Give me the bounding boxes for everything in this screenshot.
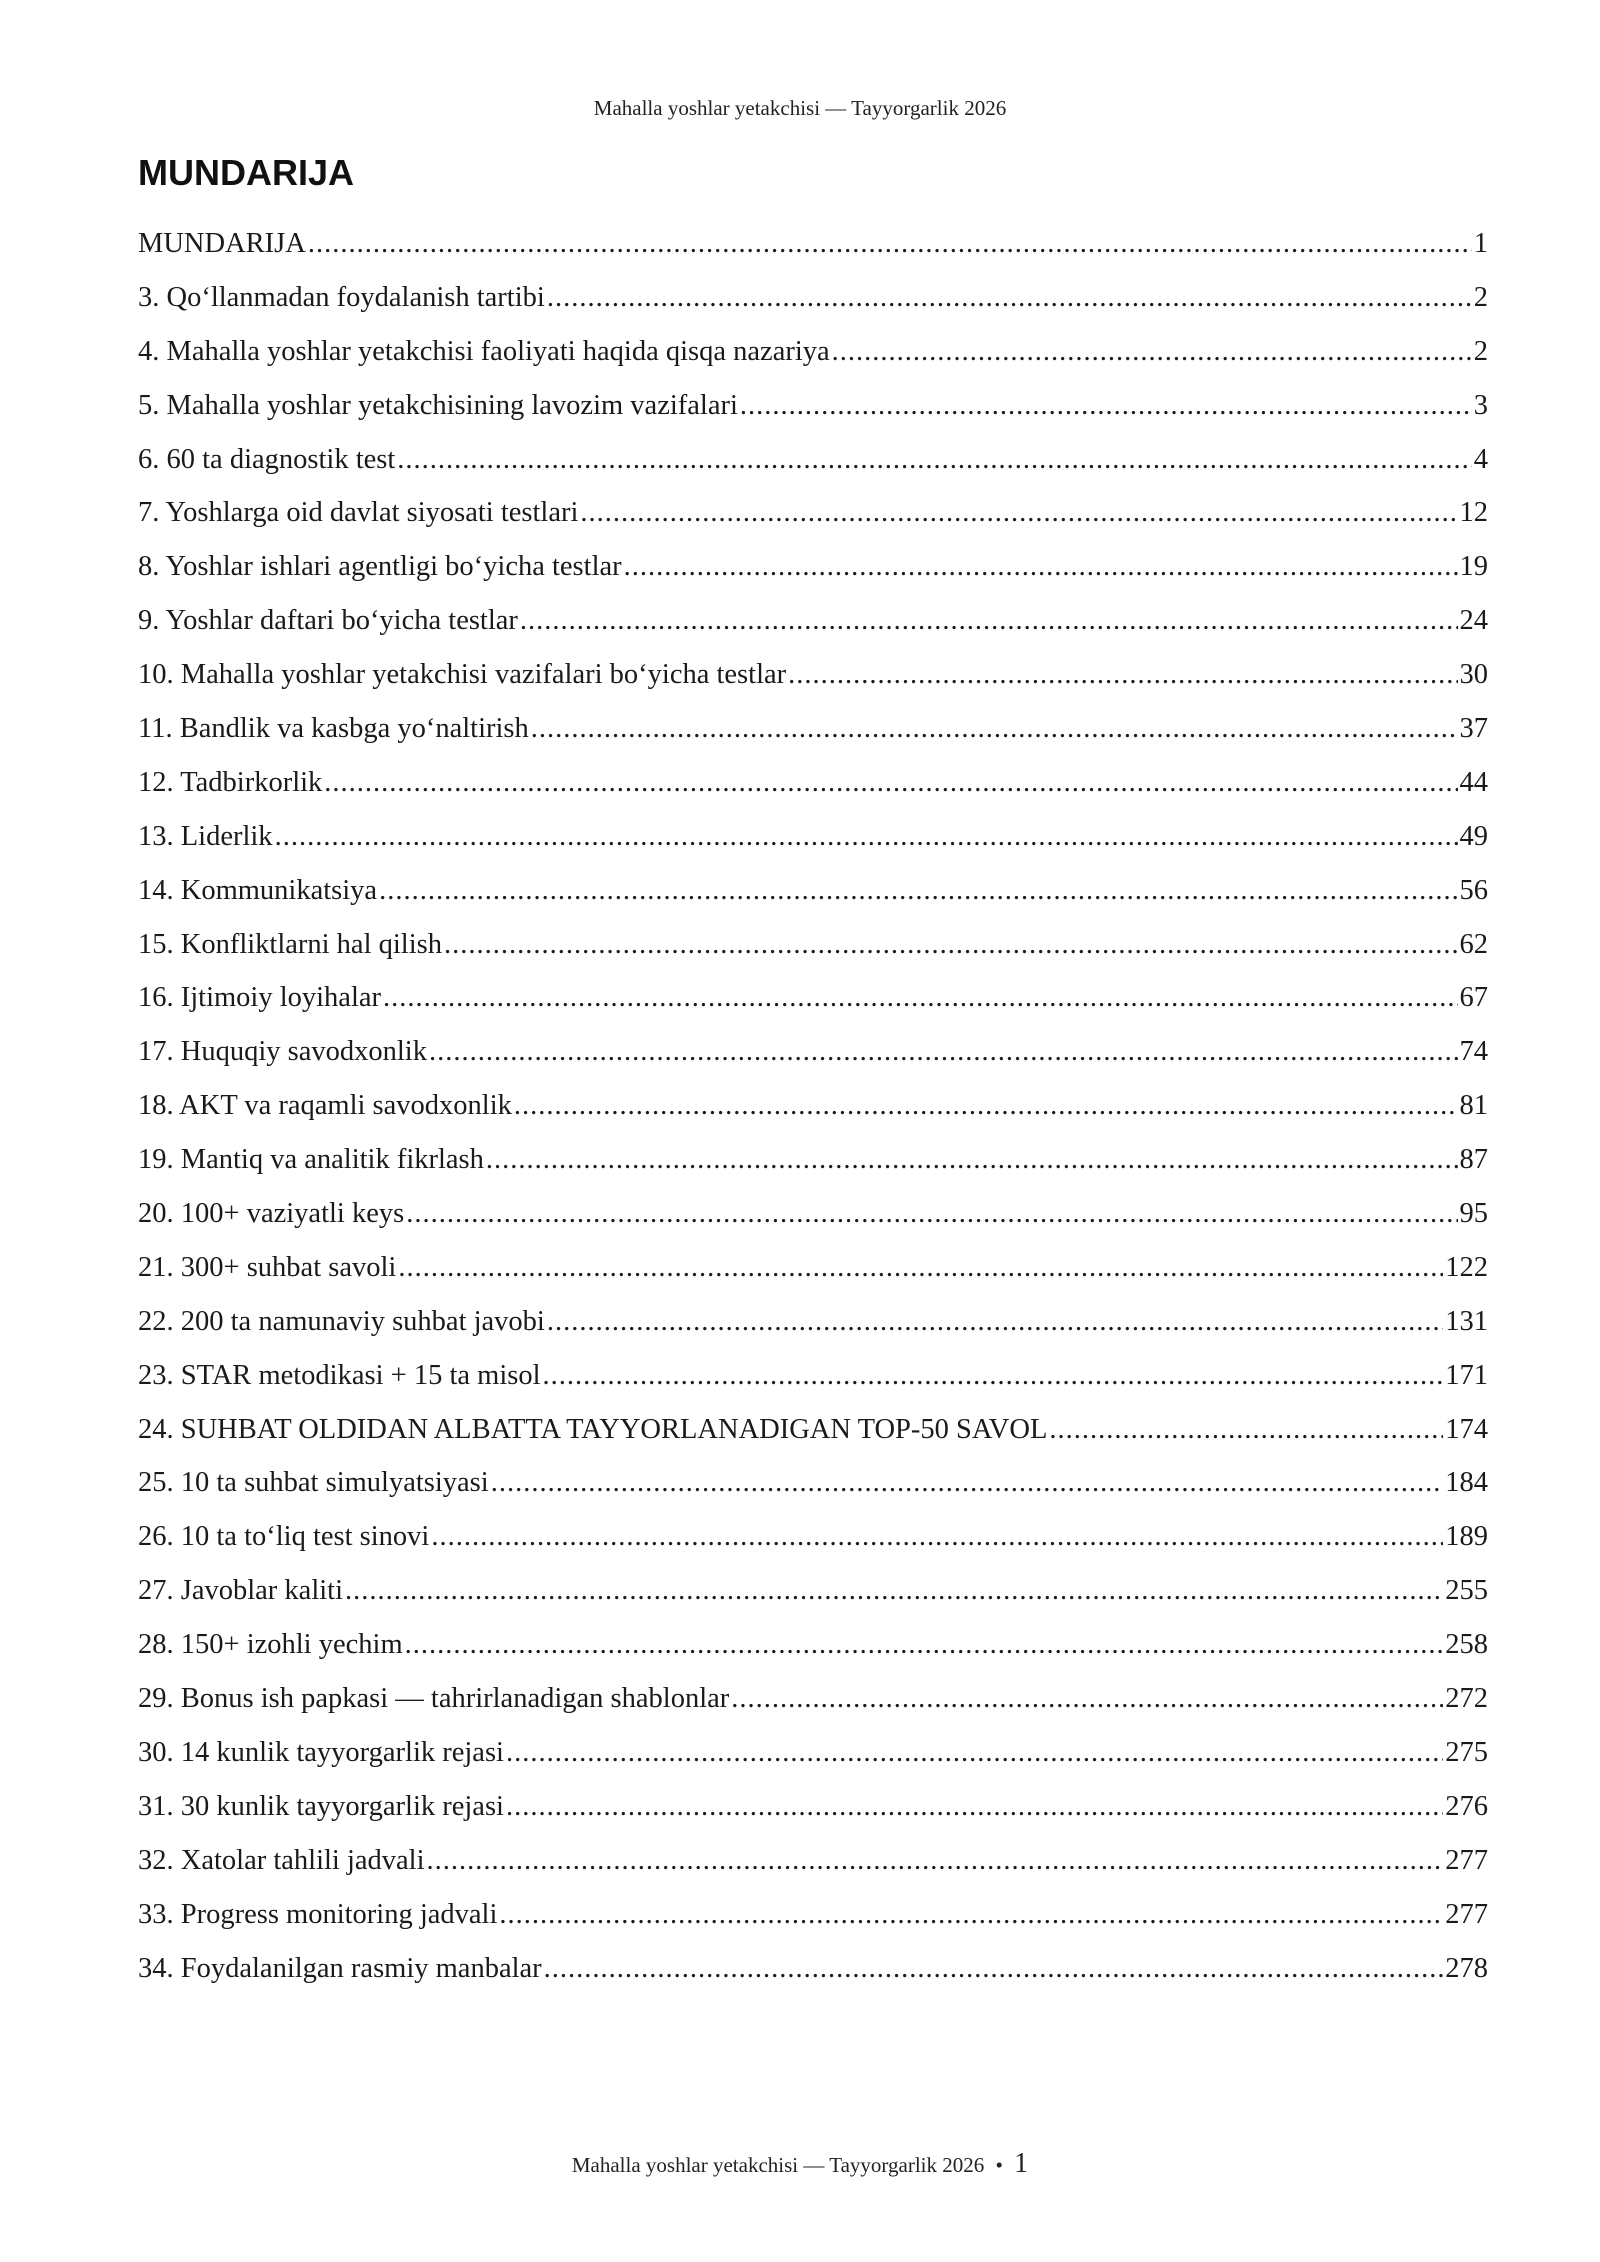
toc-entry-title: 32. Xatolar tahlili jadvali [138,1844,425,1876]
toc-entry-title: 6. 60 ta diagnostik test [138,443,396,475]
toc-entry-page-number: 272 [1445,1683,1488,1715]
toc-entry-page-number: 277 [1445,1844,1488,1876]
toc-entry[interactable] [138,1410,1488,1464]
toc-entry-title: 15. Konfliktlarni hal qilish [138,928,442,960]
toc-entry-page-number: 255 [1445,1575,1488,1607]
toc-entry-title: 21. 300+ suhbat savoli [138,1251,397,1283]
toc-dot-leader [308,224,1472,264]
toc-entry-page-number: 1 [1473,228,1488,259]
toc-entry-title: 13. Liderlik [138,820,273,852]
toc-dot-leader [406,1194,1457,1234]
toc-dot-leader [427,1841,1444,1881]
toc-entry[interactable] [138,1140,1488,1194]
toc-dot-leader [740,386,1472,426]
toc-entry[interactable] [138,547,1488,601]
toc-entry[interactable] [138,493,1488,547]
footer-separator: • [995,2153,1003,2177]
toc-entry-title: 11. Bandlik va kasbga yo‘naltirish [138,713,529,745]
toc-entry-page-number: 276 [1445,1790,1488,1822]
toc-dot-leader [506,1733,1443,1773]
toc-dot-leader [580,493,1457,533]
toc-entry[interactable] [138,1086,1488,1140]
page-header: Mahalla yoshlar yetakchisi — Tayyorgarlik 2026 [593,96,1007,120]
toc-entry-title: 25. 10 ta suhbat simulyatsiyasi [138,1467,489,1499]
toc-entry-page-number: 2 [1473,281,1488,313]
toc-entry-page-number: 278 [1445,1952,1488,1984]
toc-dot-leader [547,278,1472,318]
toc-entry-title: 33. Progress monitoring jadvali [138,1898,498,1930]
toc-entry-title: 34. Foydalanilgan rasmiy manbalar [138,1952,542,1984]
toc-entry[interactable] [138,655,1488,709]
toc-entry-title: 20. 100+ vaziyatli keys [138,1198,405,1230]
toc-entry-title: 5. Mahalla yoshlar yetakchisining lavozim vazifalari [138,389,738,421]
toc-entry[interactable] [138,1571,1488,1625]
toc-entry-page-number: 4 [1473,443,1488,475]
toc-dot-leader [544,1949,1444,1989]
toc-entry-title: 10. Mahalla yoshlar yetakchisi vazifalari bo‘yicha testlar [138,659,787,691]
toc-entry-page-number: 74 [1459,1036,1488,1068]
toc-entry-title: 19. Mantiq va analitik fikrlash [138,1144,484,1176]
toc-entry[interactable] [138,978,1488,1032]
toc-dot-leader [531,709,1458,749]
toc-dot-leader [379,871,1457,911]
toc-entry-title: 18. AKT va raqamli savodxonlik [138,1090,512,1122]
toc-entry-title: 14. Kommunikatsiya [138,874,378,906]
toc-entry-page-number: 37 [1459,713,1488,745]
toc-entry-page-number: 30 [1459,659,1488,691]
toc-entry[interactable] [138,817,1488,871]
toc-dot-leader [731,1679,1443,1719]
footer-page-number: 1 [1014,2148,1029,2179]
toc-entry-title: 12. Tadbirkorlik [138,766,323,798]
page-footer [0,2148,1600,2180]
toc-entry[interactable] [138,1248,1488,1302]
toc-dot-leader [324,763,1457,803]
toc-entry-page-number: 174 [1445,1413,1488,1445]
toc-entry-title: 3. Qo‘llanmadan foydalanish tartibi [138,281,545,313]
toc-entry-page-number: 12 [1459,497,1488,529]
toc-dot-leader [547,1302,1443,1342]
toc-entry[interactable] [138,1733,1488,1787]
toc-dot-leader [429,1032,1458,1072]
toc-entry-page-number: 49 [1459,820,1488,852]
toc-dot-leader [491,1463,1444,1503]
toc-dot-leader [788,655,1457,695]
toc-entry-title: 23. STAR metodikasi + 15 ta misol [138,1359,541,1391]
toc-entry[interactable] [138,278,1488,332]
toc-entry[interactable] [138,1949,1488,2003]
toc-entry-page-number: 81 [1459,1090,1488,1122]
toc-dot-leader [514,1086,1458,1126]
toc-entry[interactable] [138,1841,1488,1895]
toc-entry-title: 17. Huquqiy savodxonlik [138,1036,427,1068]
toc-dot-leader [275,817,1458,857]
toc-entry[interactable] [138,709,1488,763]
toc-entry-page-number: 275 [1445,1736,1488,1768]
toc-entry-page-number: 3 [1473,389,1488,421]
toc-entry-title: 27. Javoblar kaliti [138,1575,343,1607]
toc-dot-leader [383,978,1457,1018]
toc-entry[interactable] [138,1517,1488,1571]
toc-entry-title: 4. Mahalla yoshlar yetakchisi faoliyati haqida qisqa nazariya [138,335,830,367]
toc-entry-page-number: 171 [1445,1359,1488,1391]
toc-dot-leader [486,1140,1458,1180]
toc-entry[interactable] [138,1679,1488,1733]
footer-running-title: Mahalla yoshlar yetakchisi — Tayyorgarlik 2026 [571,2153,985,2177]
toc-dot-leader [499,1895,1443,1935]
toc-entry-page-number: 87 [1459,1144,1488,1176]
toc-entry[interactable] [138,1032,1488,1086]
toc-entry-page-number: 95 [1459,1198,1488,1230]
toc-entry[interactable] [138,386,1488,440]
toc-dot-leader [397,440,1471,480]
toc-entry[interactable] [138,925,1488,979]
toc-dot-leader [431,1517,1443,1557]
toc-entry-page-number: 189 [1445,1521,1488,1553]
toc-entry-page-number: 19 [1459,551,1488,583]
toc-entry[interactable] [138,601,1488,655]
toc-entry[interactable] [138,332,1488,386]
toc-entry-page-number: 67 [1459,982,1488,1014]
toc-entry-page-number: 277 [1445,1898,1488,1930]
toc-dot-leader [398,1248,1443,1288]
toc-heading: MUNDARIJA [138,152,354,193]
toc-dot-leader [506,1787,1443,1827]
toc-entry-title: 9. Yoshlar daftari bo‘yicha testlar [138,605,518,637]
toc-entry-title: 28. 150+ izohli yechim [138,1629,403,1661]
toc-entry-title: 7. Yoshlarga oid davlat siyosati testlari [138,497,579,529]
toc-entry[interactable] [138,440,1488,494]
toc-entry-title: 30. 14 kunlik tayyorgarlik rejasi [138,1736,504,1768]
toc-entry[interactable] [138,224,1488,278]
table-of-contents [138,224,1488,2002]
toc-entry-title: 16. Ijtimoiy loyihalar [138,982,382,1014]
toc-entry-page-number: 62 [1459,928,1488,960]
toc-entry-title: 26. 10 ta to‘liq test sinovi [138,1521,430,1553]
toc-entry[interactable] [138,1302,1488,1356]
toc-entry-page-number: 2 [1473,335,1488,367]
toc-dot-leader [520,601,1458,641]
toc-entry[interactable] [138,1356,1488,1410]
toc-entry[interactable] [138,1463,1488,1517]
toc-entry-page-number: 56 [1459,874,1488,906]
toc-entry-title: 29. Bonus ish papkasi — tahrirlanadigan shablonlar [138,1683,730,1715]
toc-dot-leader [405,1625,1444,1665]
toc-entry[interactable] [138,1194,1488,1248]
toc-entry-page-number: 44 [1459,766,1488,798]
toc-entry-page-number: 131 [1445,1305,1488,1337]
toc-dot-leader [345,1571,1443,1611]
toc-dot-leader [444,925,1458,965]
toc-entry-page-number: 24 [1459,605,1488,637]
toc-entry[interactable] [138,1895,1488,1949]
toc-entry-page-number: 184 [1445,1467,1488,1499]
toc-dot-leader [832,332,1472,372]
toc-dot-leader [624,547,1458,587]
toc-entry[interactable] [138,871,1488,925]
toc-entry-page-number: 258 [1445,1629,1488,1661]
toc-entry[interactable] [138,1625,1488,1679]
toc-entry-title: 31. 30 kunlik tayyorgarlik rejasi [138,1790,504,1822]
toc-entry[interactable] [138,763,1488,817]
toc-entry[interactable] [138,1787,1488,1841]
toc-dot-leader [543,1356,1444,1396]
toc-dot-leader [1049,1410,1443,1450]
toc-entry-title: 8. Yoshlar ishlari agentligi bo‘yicha testlar [138,551,622,583]
toc-entry-title: 22. 200 ta namunaviy suhbat javobi [138,1305,545,1337]
toc-entry-title: MUNDARIJA [138,228,306,259]
toc-entry-page-number: 122 [1445,1251,1488,1283]
toc-entry-title: 24. SUHBAT OLDIDAN ALBATTA TAYYORLANADIGAN TOP-50 SAVOL [138,1413,1048,1445]
